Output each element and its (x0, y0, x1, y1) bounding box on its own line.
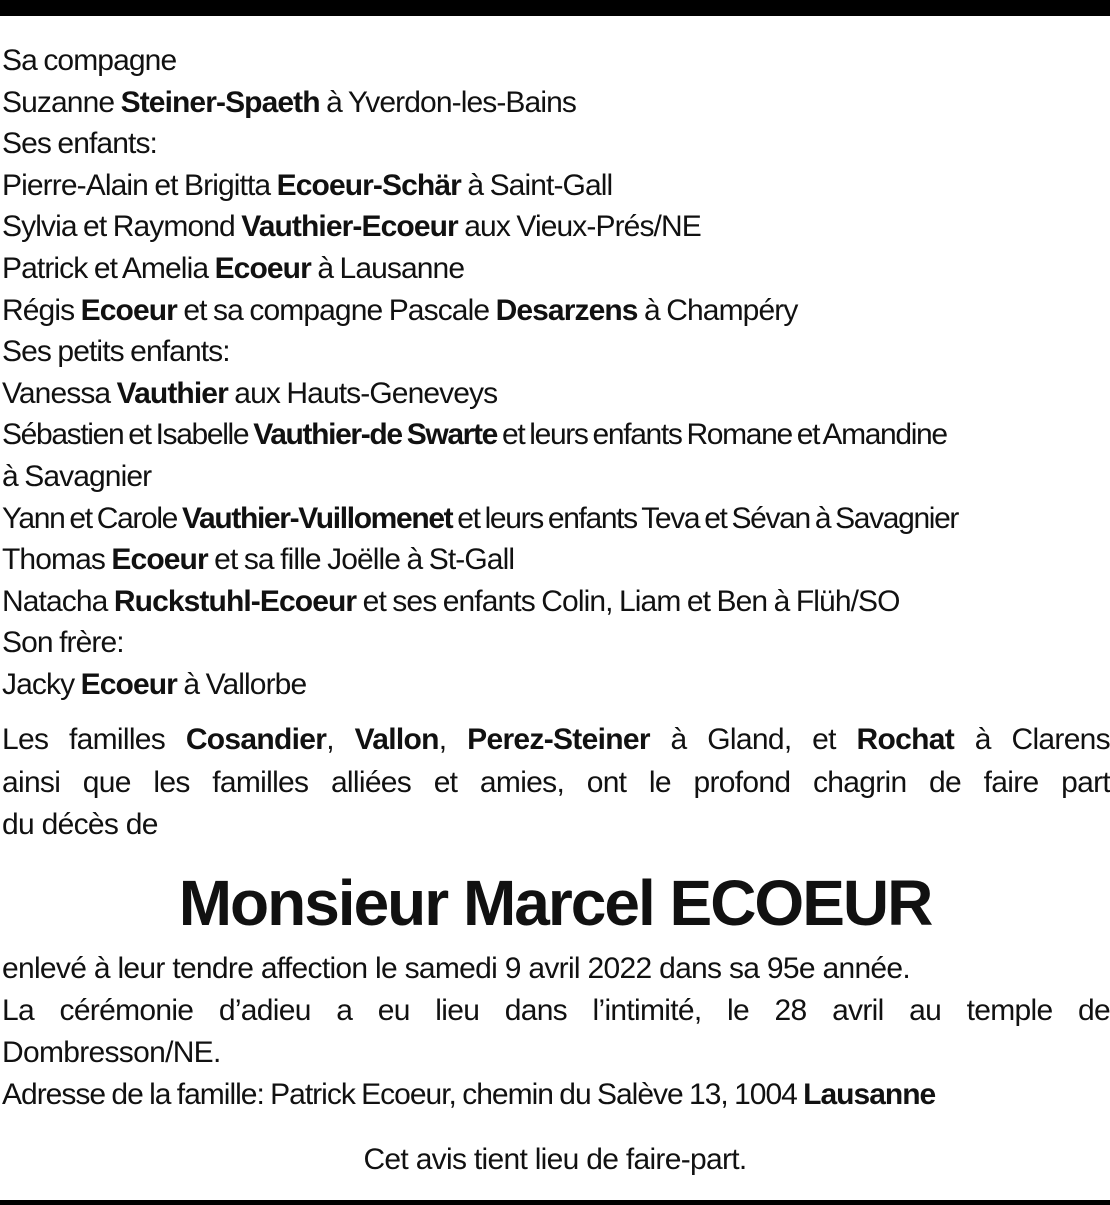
grandchild-line: Yann et Carole Vauthier-Vuillomenet et leurs enfants Teva et Sévan à Savagnier (2, 501, 959, 535)
details-paragraph (2, 948, 1110, 1116)
grandchild-line: Vanessa Vauthier aux Hauts-Geneveys (2, 376, 498, 410)
deceased-name: Monsieur Marcel ECOEUR (178, 867, 932, 939)
family-address: Adresse de la famille: Patrick Ecoeur, chemin du Salève 13, 1004 Lausanne (2, 1078, 936, 1111)
companion-heading: Sa compagne (2, 44, 177, 77)
grandchildren-heading: Ses petits enfants: (2, 335, 230, 369)
companion-line: Suzanne Steiner-Spaeth à Yverdon-les-Bains (2, 85, 576, 119)
top-rule (0, 0, 1110, 16)
child-line: Sylvia et Raymond Vauthier-Ecoeur aux Vieux-Prés/NE (2, 210, 701, 244)
brother-line: Jacky Ecoeur à Vallorbe (2, 667, 307, 701)
grandchild-line: Sébastien et Isabelle Vauthier-de Swarte et leurs enfants Romane et Amandine (2, 418, 947, 452)
brother-heading: Son frère: (2, 626, 124, 660)
child-line: Patrick et Amelia Ecoeur à Lausanne (2, 251, 465, 285)
announcement-paragraph (2, 719, 1110, 847)
bottom-rule (0, 1200, 1110, 1205)
passing-line: enlevé à leur tendre affection le samedi 9 avril 2022 dans sa 95e année. (2, 952, 911, 985)
grandchild-line-continuation: à Savagnier (2, 459, 152, 493)
announcement-line: Les familles Cosandier, Vallon, Perez-Steiner à Gland, et Rochat à Clarens (2, 723, 1110, 756)
ceremony-line: Dombresson/NE. (2, 1036, 221, 1069)
closing-note: Cet avis tient lieu de faire-part. (363, 1143, 747, 1176)
announcement-line: du décès de (2, 808, 158, 841)
children-heading: Ses enfants: (2, 127, 157, 161)
ceremony-line: La cérémonie d’adieu a eu lieu dans l’intimité, le 28 avril au temple de (2, 994, 1110, 1027)
grandchild-line: Thomas Ecoeur et sa fille Joëlle à St-Gall (2, 543, 515, 577)
grandchild-line: Natacha Ruckstuhl-Ecoeur et ses enfants Colin, Liam et Ben à Flüh/SO (2, 584, 900, 618)
child-line: Régis Ecoeur et sa compagne Pascale Desarzens à Champéry (2, 293, 798, 327)
child-line: Pierre-Alain et Brigitta Ecoeur-Schär à Saint-Gall (2, 168, 613, 202)
family-list (2, 40, 1110, 706)
announcement-line: ainsi que les familles alliées et amies, ont le profond chagrin de faire part (2, 765, 1110, 799)
